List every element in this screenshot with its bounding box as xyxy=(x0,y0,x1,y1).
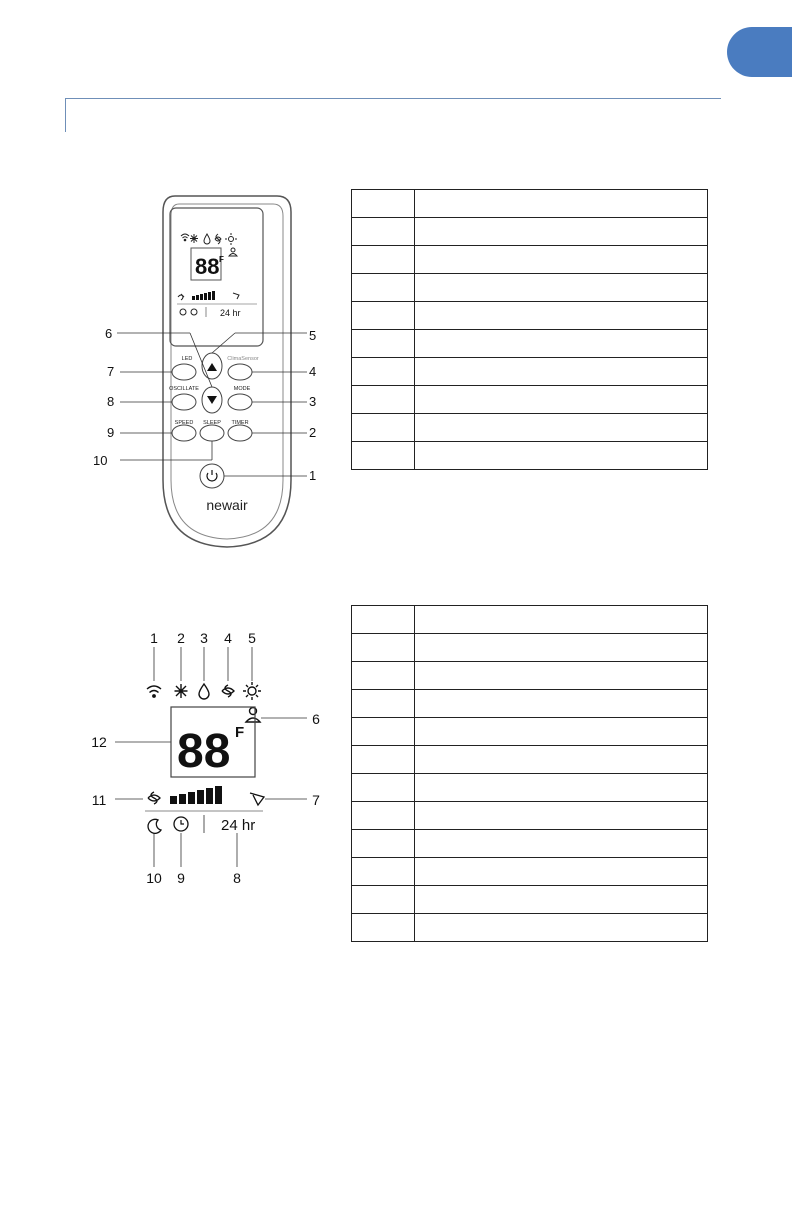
display-table-row-number xyxy=(352,830,415,858)
remote-table-row-number xyxy=(352,218,415,246)
display-table-row xyxy=(352,802,708,830)
remote-table-row-description xyxy=(415,246,708,274)
display-fan-speed-bars xyxy=(170,786,222,804)
remote-table-row-description xyxy=(415,274,708,302)
display-callout-3: 3 xyxy=(200,630,208,646)
remote-fan-speed-bars xyxy=(192,291,215,300)
remote-table-row xyxy=(352,442,708,470)
display-table-row-description xyxy=(415,830,708,858)
remote-callout-4: 4 xyxy=(309,364,317,379)
remote-table-row-description xyxy=(415,358,708,386)
remote-table-row-number xyxy=(352,190,415,218)
remote-control-figure xyxy=(85,190,330,555)
display-callout-9: 9 xyxy=(177,870,185,886)
display-table-row-number xyxy=(352,634,415,662)
display-table-row xyxy=(352,914,708,942)
speed-label: SPEED xyxy=(174,420,194,426)
display-callout-2: 2 xyxy=(177,630,185,646)
remote-timer-display: 24 hr xyxy=(220,308,241,318)
display-table-row xyxy=(352,606,708,634)
remote-table-row-number xyxy=(352,330,415,358)
power-icon xyxy=(207,470,217,481)
display-callout-10: 10 xyxy=(146,870,162,886)
display-table-row-number xyxy=(352,774,415,802)
remote-table-row-description xyxy=(415,302,708,330)
remote-table-row-number xyxy=(352,442,415,470)
remote-table-row-description xyxy=(415,386,708,414)
remote-table-row xyxy=(352,330,708,358)
remote-table-row xyxy=(352,274,708,302)
remote-table-row xyxy=(352,218,708,246)
display-icons-table xyxy=(351,605,708,942)
display-table-row xyxy=(352,886,708,914)
display-table-row xyxy=(352,690,708,718)
display-figure xyxy=(85,625,330,890)
display-timer-text: 24 hr xyxy=(221,817,256,834)
display-table-row xyxy=(352,718,708,746)
header-rule-tick xyxy=(65,98,66,132)
remote-table-row-number xyxy=(352,274,415,302)
display-callout-5: 5 xyxy=(248,630,256,646)
speed-button xyxy=(172,425,196,441)
mode-label: MODE xyxy=(233,386,251,392)
remote-table-row-description xyxy=(415,218,708,246)
display-table-row-description xyxy=(415,718,708,746)
display-table-row-description xyxy=(415,802,708,830)
remote-table-row xyxy=(352,414,708,442)
remote-table-row xyxy=(352,302,708,330)
remote-callout-10: 10 xyxy=(93,453,108,468)
display-table-row xyxy=(352,662,708,690)
remote-table-row-number xyxy=(352,414,415,442)
remote-table-row-number xyxy=(352,246,415,274)
remote-buttons-table xyxy=(351,189,708,470)
display-unit: F xyxy=(235,724,245,741)
display-table-row-description xyxy=(415,914,708,942)
oscillate-button xyxy=(172,394,196,410)
remote-table-row-number xyxy=(352,358,415,386)
display-table-row-description xyxy=(415,774,708,802)
display-table-row-description xyxy=(415,606,708,634)
display-callout-8: 8 xyxy=(233,870,241,886)
remote-body xyxy=(163,196,291,547)
display-table-row-number xyxy=(352,886,415,914)
remote-table-row-description xyxy=(415,190,708,218)
display-callout-6: 6 xyxy=(312,711,320,727)
display-digits: 88 xyxy=(177,725,231,778)
display-callout-11: 11 xyxy=(91,792,107,808)
remote-display-unit: F xyxy=(219,255,224,264)
led-button xyxy=(172,364,196,380)
remote-callout-3: 3 xyxy=(309,394,317,409)
climasensor-button xyxy=(228,364,252,380)
display-callout-12: 12 xyxy=(91,734,107,750)
remote-table-row xyxy=(352,246,708,274)
remote-callout-5: 5 xyxy=(309,328,317,343)
display-table-row-number xyxy=(352,690,415,718)
up-arrow-icon xyxy=(207,363,217,371)
display-table-row-description xyxy=(415,634,708,662)
display-callout-4: 4 xyxy=(224,630,232,646)
display-table-row-number xyxy=(352,746,415,774)
remote-callout-6: 6 xyxy=(105,326,113,341)
display-mode-icons xyxy=(147,682,261,722)
oscillate-label: OSCILLATE xyxy=(169,386,199,392)
remote-table-row-description xyxy=(415,414,708,442)
display-fan-icon xyxy=(148,792,160,804)
display-callout-1: 1 xyxy=(150,630,158,646)
display-table-row-number xyxy=(352,858,415,886)
display-table-row-number xyxy=(352,914,415,942)
remote-callout-8: 8 xyxy=(107,394,115,409)
climasensor-label: ClimaSensor xyxy=(227,356,259,362)
remote-table-row xyxy=(352,358,708,386)
display-table-row xyxy=(352,634,708,662)
display-table-row xyxy=(352,830,708,858)
remote-table-row-number xyxy=(352,386,415,414)
remote-table-row-number xyxy=(352,302,415,330)
remote-callout-7: 7 xyxy=(107,364,115,379)
display-table-row-description xyxy=(415,858,708,886)
timer-label: TIMER xyxy=(231,420,249,426)
header-rule xyxy=(65,98,721,99)
display-swing-icon xyxy=(250,793,264,805)
display-table-row-description xyxy=(415,690,708,718)
remote-table-row-description xyxy=(415,442,708,470)
display-table-row-description xyxy=(415,886,708,914)
power-button xyxy=(200,464,224,488)
display-sleep-icon xyxy=(148,819,161,833)
display-table-row-description xyxy=(415,746,708,774)
sleep-button xyxy=(200,425,224,441)
sleep-label: SLEEP xyxy=(203,420,221,426)
display-table-row xyxy=(352,858,708,886)
display-callout-7: 7 xyxy=(312,792,320,808)
remote-table-row xyxy=(352,190,708,218)
led-label: LED xyxy=(181,356,193,362)
display-table-row xyxy=(352,746,708,774)
display-table-row-number xyxy=(352,718,415,746)
section-tab xyxy=(727,27,792,77)
display-table-row xyxy=(352,774,708,802)
remote-mode-icons xyxy=(181,233,237,256)
timer-button xyxy=(228,425,252,441)
down-arrow-icon xyxy=(207,396,217,404)
display-table-row-number xyxy=(352,662,415,690)
remote-callout-2: 2 xyxy=(309,425,317,440)
remote-callout-9: 9 xyxy=(107,425,115,440)
remote-table-row-description xyxy=(415,330,708,358)
remote-display-digits: 88 xyxy=(195,254,220,279)
brand-logo: newair xyxy=(206,497,248,513)
remote-table-row xyxy=(352,386,708,414)
display-table-row-number xyxy=(352,606,415,634)
mode-button xyxy=(228,394,252,410)
display-table-row-number xyxy=(352,802,415,830)
remote-callout-1: 1 xyxy=(309,468,317,483)
display-table-row-description xyxy=(415,662,708,690)
